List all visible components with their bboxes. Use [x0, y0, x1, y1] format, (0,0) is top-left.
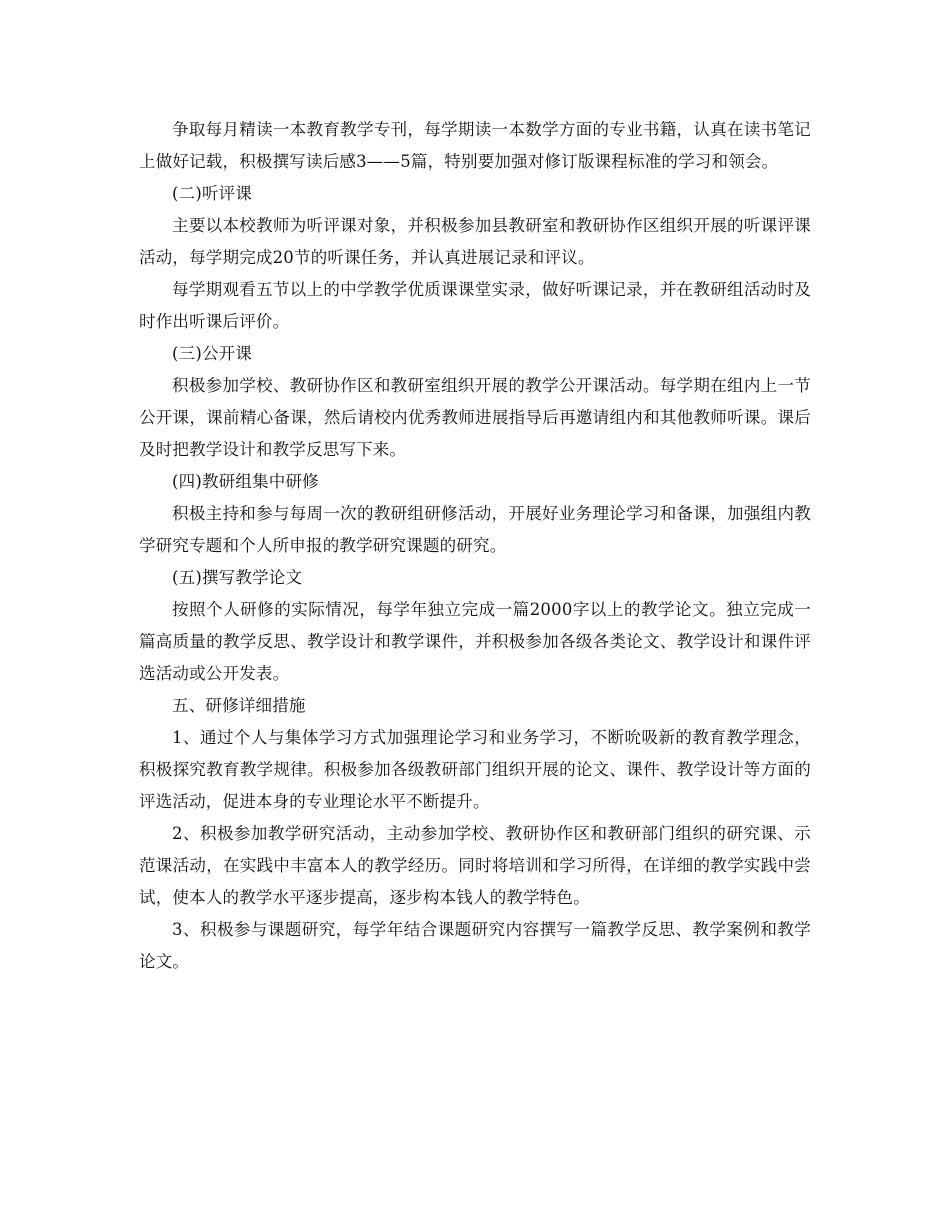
- paragraph-observation-task: 主要以本校教师为听评课对象，并积极参加县教研室和教研协作区组织开展的听课评课活动，每学期完成20节的听课任务，并认真进展记录和评议。: [139, 216, 811, 267]
- document-body: [139, 114, 811, 978]
- heading-measures: 五、研修详细措施: [172, 696, 306, 715]
- heading-group-study: (四)教研组集中研修: [172, 472, 319, 491]
- heading-open-class: (三)公开课: [172, 344, 253, 363]
- paragraph-measure-2: 2、积极参加教学研究活动，主动参加学校、教研协作区和教研部门组织的研究课、示范课活动，在实践中丰富本人的教学经历。同时将培训和学习所得，在详细的教学实践中尝试，使本人的教学水平逐步提高，逐步构本钱人的教学特色。: [139, 824, 811, 907]
- paragraph-measure-3: 3、积极参与课题研究，每学年结合课题研究内容撰写一篇教学反思、教学案例和教学论文。: [139, 920, 811, 971]
- heading-paper-writing: (五)撰写教学论文: [172, 568, 303, 587]
- heading-lesson-observation: (二)听评课: [172, 184, 253, 203]
- paragraph-paper-writing: 按照个人研修的实际情况，每学年独立完成一篇2000字以上的教学论文。独立完成一篇高质量的教学反思、教学设计和教学课件，并积极参加各级各类论文、教学设计和课件评选活动或公开发表。: [139, 600, 811, 683]
- paragraph-group-study: 积极主持和参与每周一次的教研组研修活动，开展好业务理论学习和备课，加强组内教学研究专题和个人所申报的教学研究课题的研究。: [139, 504, 811, 555]
- paragraph-observation-video: 每学期观看五节以上的中学教学优质课课堂实录，做好听课记录，并在教研组活动时及时作出听课后评价。: [139, 280, 811, 331]
- paragraph-measure-1: 1、通过个人与集体学习方式加强理论学习和业务学习，不断吮吸新的教育教学理念，积极探究教育教学规律。积极参加各级教研部门组织开展的论文、课件、教学设计等方面的评选活动，促进本身的专业理论水平不断提升。: [139, 728, 811, 811]
- paragraph-reading-plan: 争取每月精读一本教育教学专刊，每学期读一本数学方面的专业书籍，认真在读书笔记上做好记载，积极撰写读后感3——5篇，特别要加强对修订版课程标准的学习和领会。: [139, 120, 811, 171]
- paragraph-open-class: 积极参加学校、教研协作区和教研室组织开展的教学公开课活动。每学期在组内上一节公开课，课前精心备课，然后请校内优秀教师进展指导后再邀请组内和其他教师听课。课后及时把教学设计和教学反思写下来。: [139, 376, 811, 459]
